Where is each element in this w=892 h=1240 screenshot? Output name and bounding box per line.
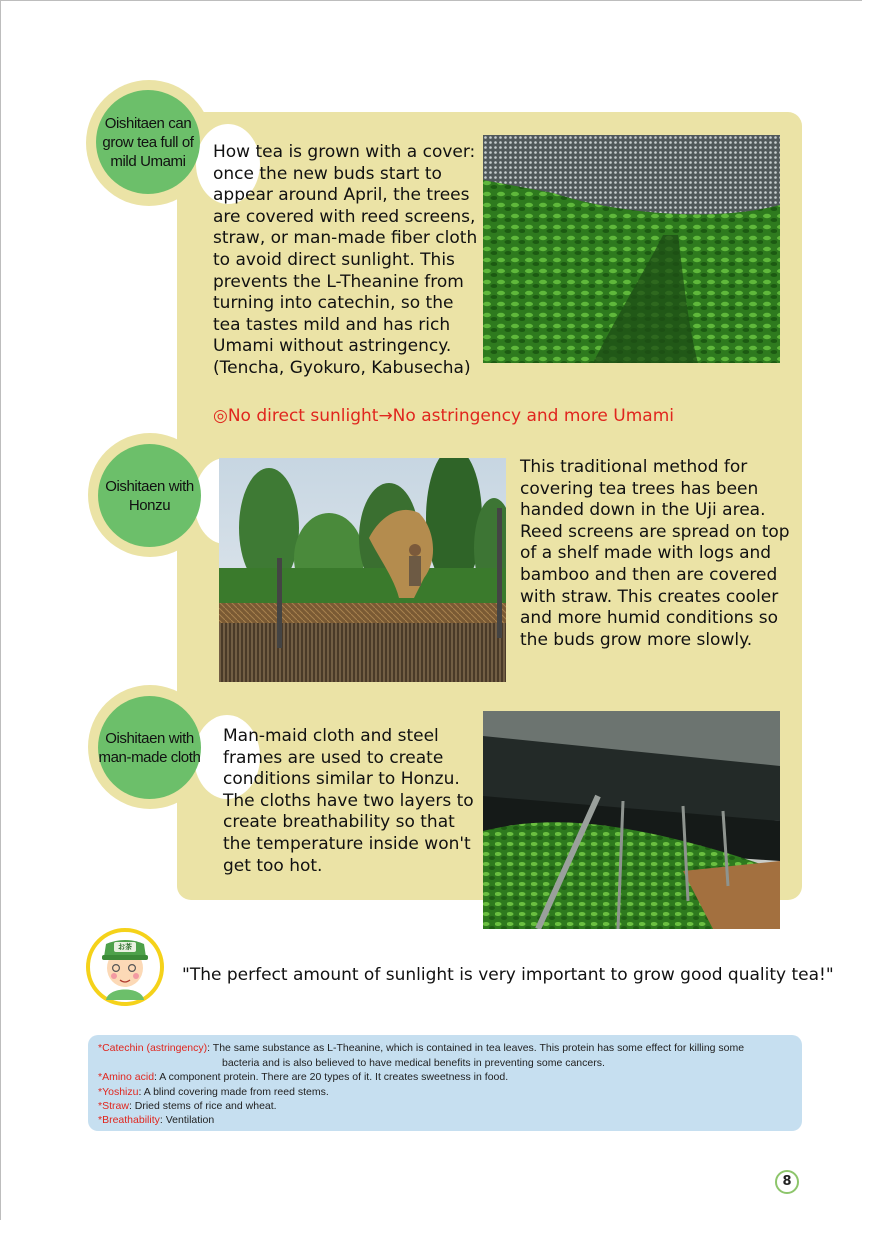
- section-bubble-3: [98, 696, 201, 799]
- section-bubble-1-label: Oishitaen can grow tea full of mild Umami: [102, 114, 194, 170]
- section-2-body: This traditional method for covering tea trees has been handed down in the Uji area. Reed screens are spread on top of a shelf made with logs and bamboo and then are covered with straw. This creates cooler and more humid conditions so the buds grow more slowly.: [520, 457, 790, 650]
- section-3-body: Man-maid cloth and steel frames are used to create conditions similar to Honzu. The cloths have two layers to create breathability so that the temperature inside won't get too hot.: [223, 726, 474, 876]
- mascot-quote: "The perfect amount of sunlight is very important to grow good quality tea!": [182, 965, 834, 985]
- photo-honzu-straw-covering: [219, 458, 506, 682]
- mascot-avatar: [86, 928, 164, 1006]
- section-bubble-3-label: Oishitaen with man-made cloth: [98, 729, 201, 766]
- photo-covered-tea-field: [483, 135, 780, 363]
- photo-man-made-cloth-frames: [483, 711, 780, 929]
- glossary-item-amino-acid: *Amino acid: A component protein. There are 20 types of it. It creates sweetness in food.: [98, 1071, 509, 1083]
- glossary-item-breathability: *Breathability: Ventilation: [98, 1114, 215, 1126]
- glossary-item-catechin: *Catechin (astringency): The same substance as L-Theanine, which is contained in tea leaves. This protein has some effect for killing some bacteria and is also believed to have medical benefits in preventing some cancers.: [98, 1042, 745, 1069]
- glossary-item-straw: *Straw: Dried stems of rice and wheat.: [98, 1100, 277, 1112]
- page-border-top: [0, 0, 862, 1]
- mascot-cap-text: お茶: [118, 943, 132, 951]
- section-bubble-2-label: Oishitaen with Honzu: [105, 477, 194, 514]
- section-bubble-1: [96, 90, 200, 194]
- page-number: 8: [775, 1170, 799, 1194]
- page-border-left: [0, 0, 1, 1220]
- glossary-item-yoshizu: *Yoshizu: A blind covering made from reed stems.: [98, 1086, 329, 1098]
- glossary-box: [88, 1035, 802, 1131]
- section-bubble-2: [98, 444, 201, 547]
- section-1-body: How tea is grown with a cover: once the new buds start to appear around April, the trees are covered with reed screens, straw, or man-made fiber cloth to avoid direct sunlight. This prevents the L-Theanine from turning into catechin, so the tea tastes mild and has rich Umami without astringency. (Tencha, Gyokuro, Kabusecha): [213, 142, 478, 378]
- section-1-highlight: ◎No direct sunlight→No astringency and more Umami: [213, 406, 675, 426]
